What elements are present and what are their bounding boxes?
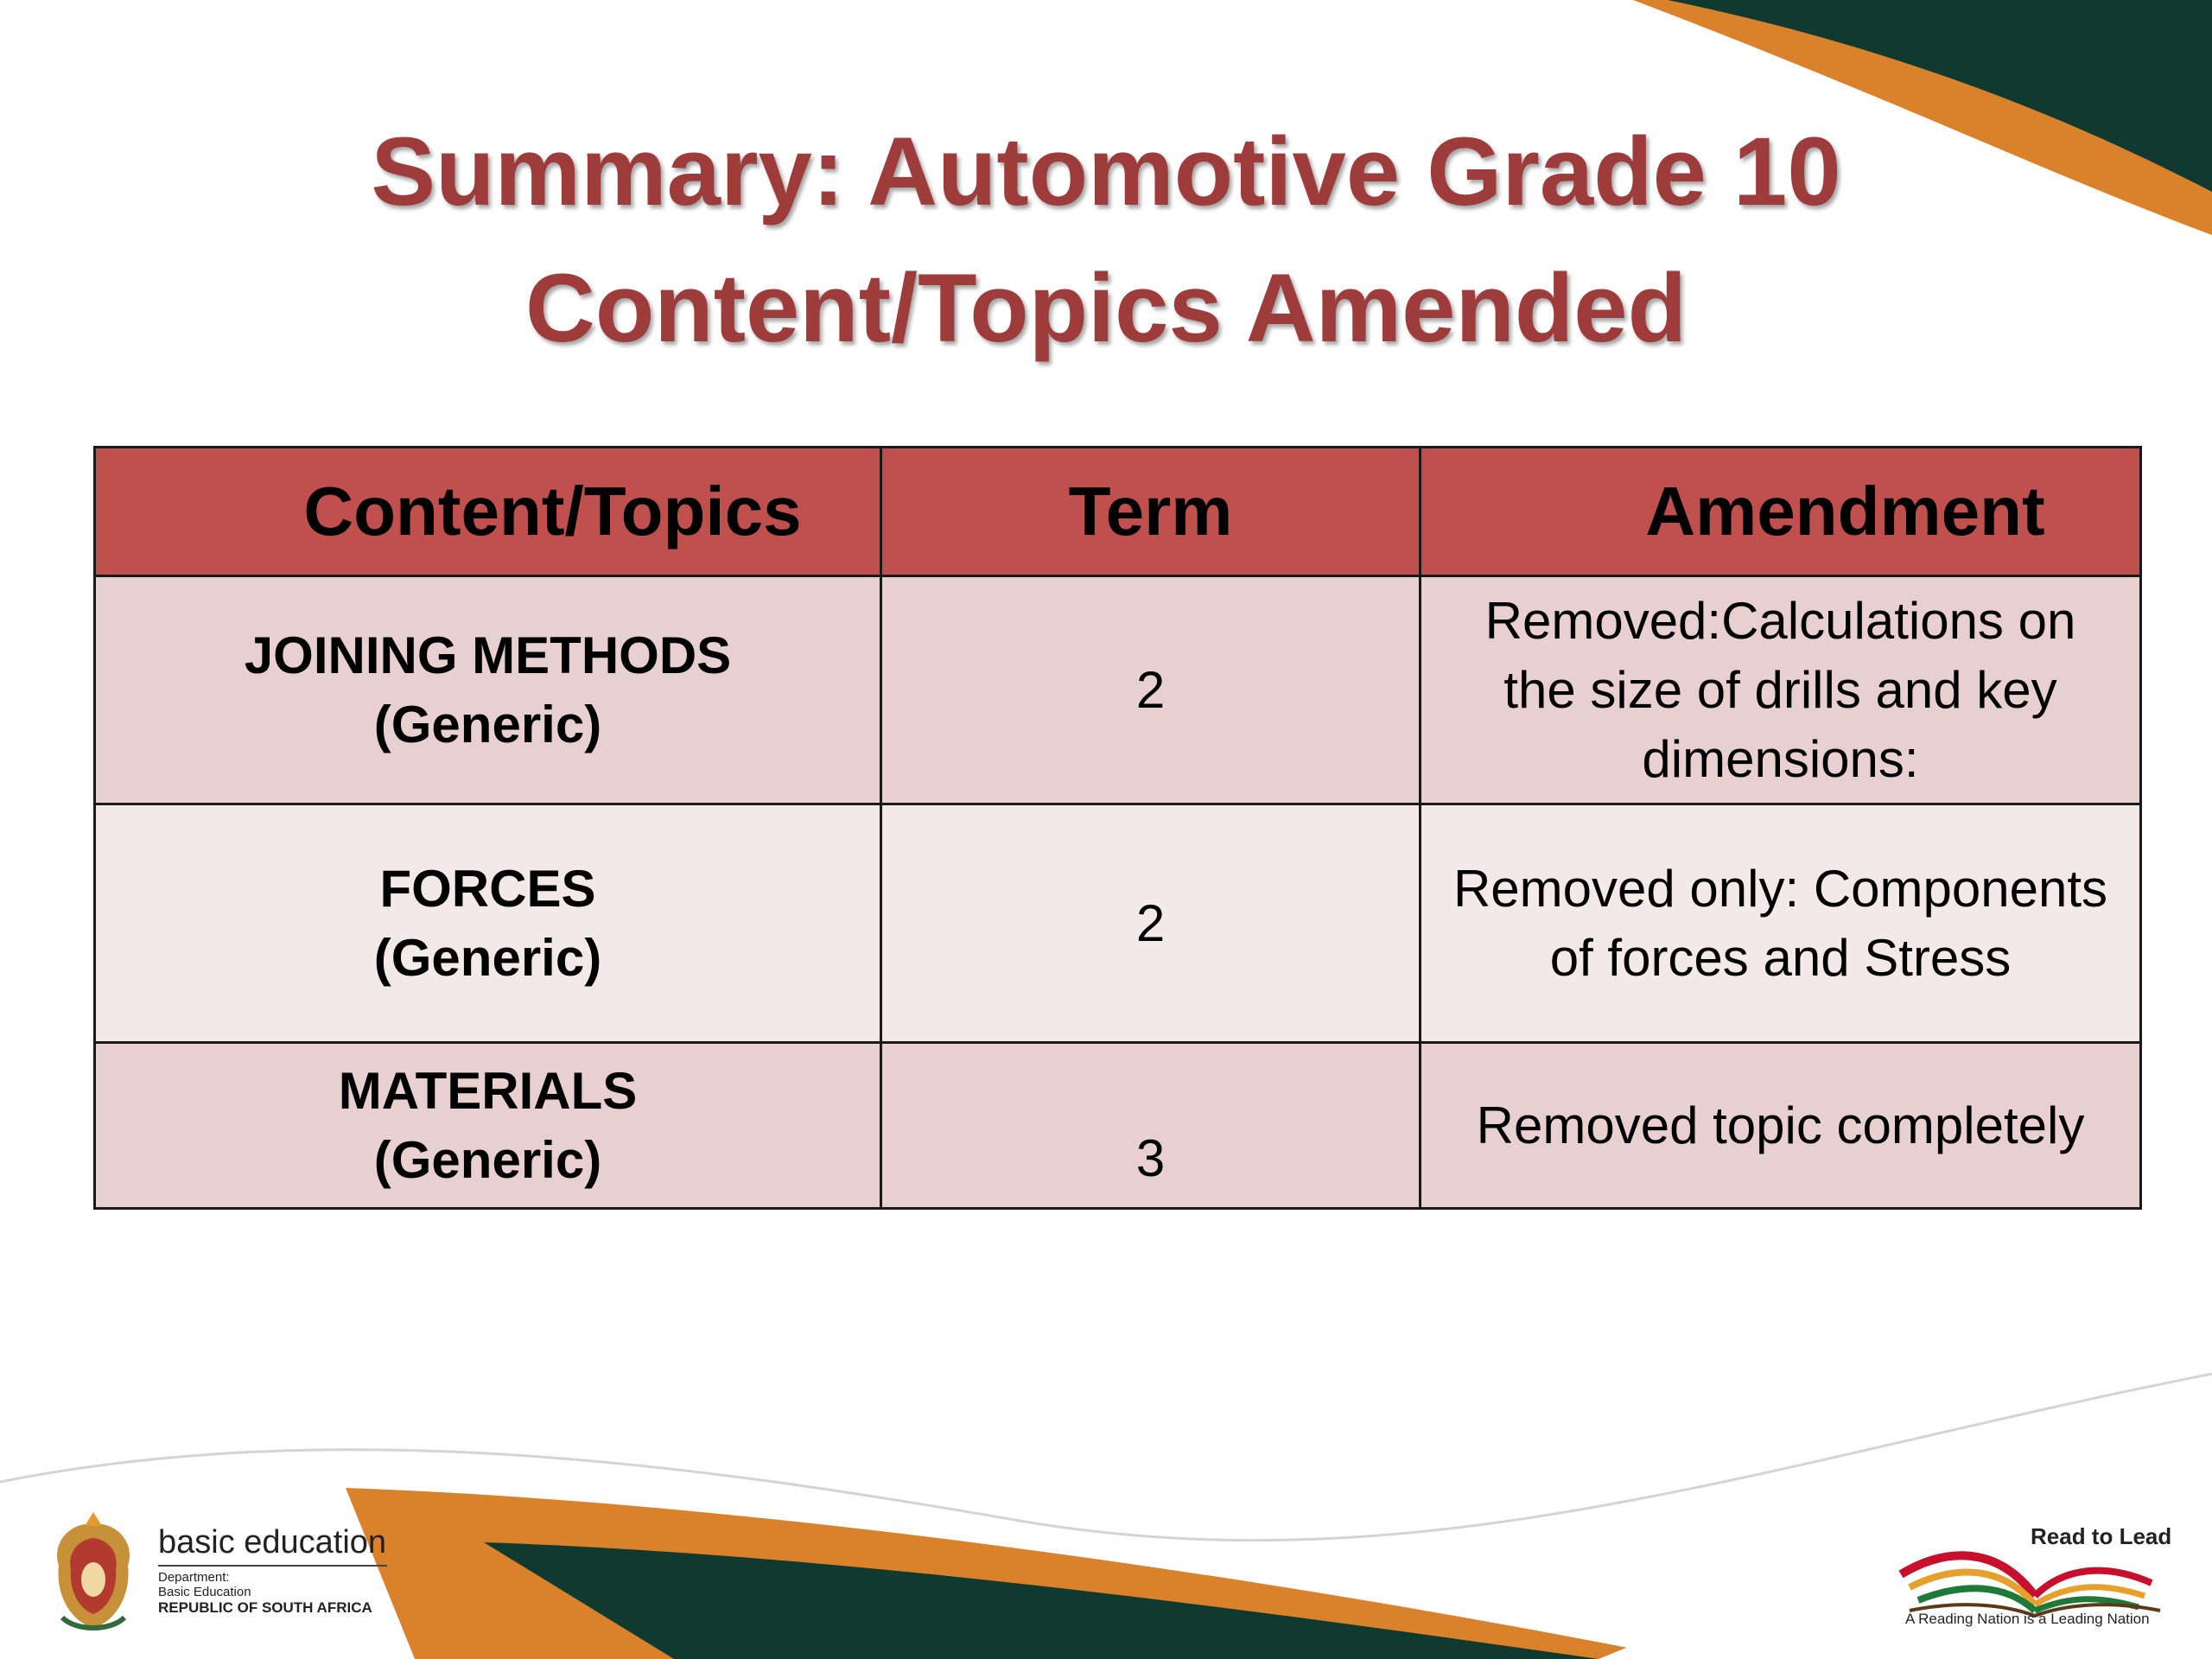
amendment-text: Removed:Calculations on the size of drills and key dimensions: [1484,591,2076,788]
campaign-title: Read to Lead [2031,1523,2172,1549]
topic-category: (Generic) [373,928,602,987]
brand-divider [158,1565,387,1567]
header-term: Term [881,448,1421,576]
amendment-cell [1421,1043,2141,1209]
department-country: REPUBLIC OF SOUTH AFRICA [158,1599,372,1616]
slide-title [0,104,2212,377]
campaign-tagline: A Reading Nation is a Leading Nation [1905,1611,2150,1627]
slide-title-line-1: Summary: Automotive Grade 10 [371,118,1841,226]
department-label: Department: [158,1570,230,1585]
department-subname: Basic Education [158,1585,251,1599]
amendment-cell [1421,804,2141,1043]
amendments-table [93,446,2142,1210]
table-row [95,804,2141,1043]
table-header-row [95,448,2141,576]
topic-cell [95,804,881,1043]
department-branding [158,1524,387,1617]
amendment-cell [1421,576,2141,804]
term-cell: 3 [881,1043,1421,1209]
topic-name: JOINING METHODS [244,626,732,684]
topic-cell [95,1043,881,1209]
topic-category: (Generic) [373,695,602,753]
topic-category: (Generic) [373,1130,602,1189]
topic-name: MATERIALS [338,1061,638,1120]
slide-title-line-2: Content/Topics Amended [525,254,1687,362]
term-cell: 2 [881,804,1421,1043]
topic-cell [95,576,881,804]
table-row [95,1043,2141,1209]
header-amendment: Amendment [1421,448,2141,576]
table-row [95,576,2141,804]
header-content-topics: Content/Topics [95,448,881,576]
topic-name: FORCES [379,859,596,918]
amendment-text: Removed only: Components of forces and Stress [1452,859,2108,987]
department-name: basic education [158,1524,387,1560]
term-cell: 2 [881,576,1421,804]
amendment-text: Removed topic completely [1476,1096,2085,1154]
